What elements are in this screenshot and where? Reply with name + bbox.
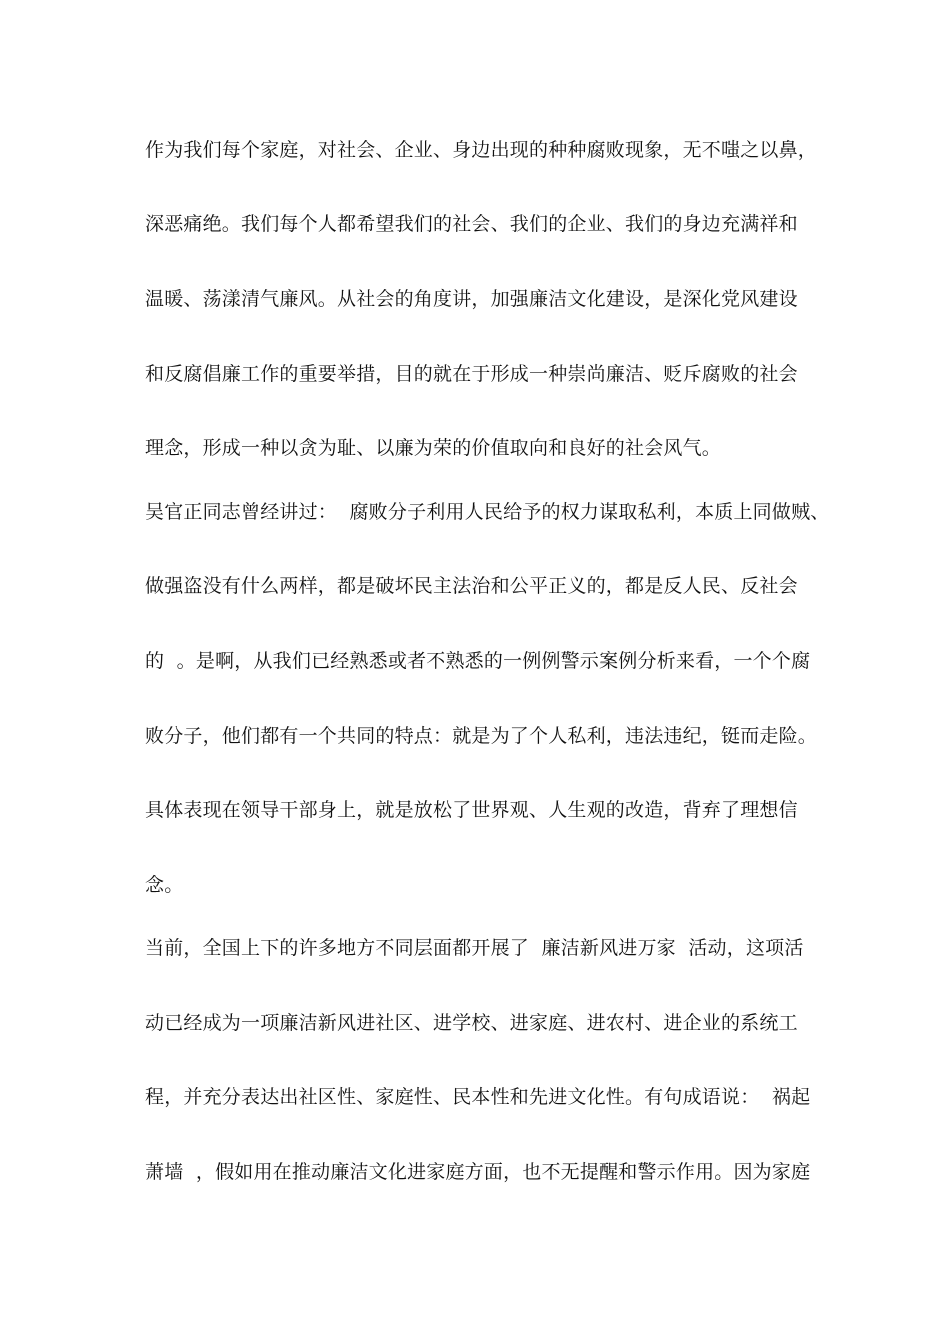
text-line: 萧墙 ，假如用在推动廉洁文化进家庭方面，也不无提醒和警示作用。因为家庭 xyxy=(145,1161,811,1183)
text-line: 败分子，他们都有一个共同的特点：就是为了个人私利，违法违纪，铤而走险。 xyxy=(145,725,818,747)
text-line: 理念，形成一种以贪为耻、以廉为荣的价值取向和良好的社会风气。 xyxy=(145,437,722,459)
text-line: 动已经成为一项廉洁新风进社区、进学校、进家庭、进农村、进企业的系统工 xyxy=(145,1012,798,1034)
text-line: 做强盗没有什么两样，都是破坏民主法治和公平正义的，都是反人民、反社会 xyxy=(145,575,798,597)
text-line: 作为我们每个家庭，对社会、企业、身边出现的种种腐败现象，无不嗤之以鼻， xyxy=(145,139,818,161)
text-line: 的 。是啊，从我们已经熟悉或者不熟悉的一例例警示案例分析来看，一个个腐 xyxy=(145,650,811,672)
text-line: 程，并充分表达出社区性、家庭性、民本性和先进文化性。有句成语说： 祸起 xyxy=(145,1086,811,1108)
text-line: 和反腐倡廉工作的重要举措，目的就在于形成一种崇尚廉洁、贬斥腐败的社会 xyxy=(145,363,798,385)
text-line: 念。 xyxy=(145,874,184,896)
text-line: 当前，全国上下的许多地方不同层面都开展了 廉洁新风进万家 活动，这项活 xyxy=(145,937,804,959)
text-line: 温暖、荡漾清气廉风。从社会的角度讲，加强廉洁文化建设，是深化党风建设 xyxy=(145,288,798,310)
text-line: 具体表现在领导干部身上，就是放松了世界观、人生观的改造，背弃了理想信 xyxy=(145,799,798,821)
text-line: 深恶痛绝。我们每个人都希望我们的社会、我们的企业、我们的身边充满祥和 xyxy=(145,213,798,235)
text-line: 吴官正同志曾经讲过： 腐败分子利用人民给予的权力谋取私利，本质上同做贼、 xyxy=(145,501,830,523)
